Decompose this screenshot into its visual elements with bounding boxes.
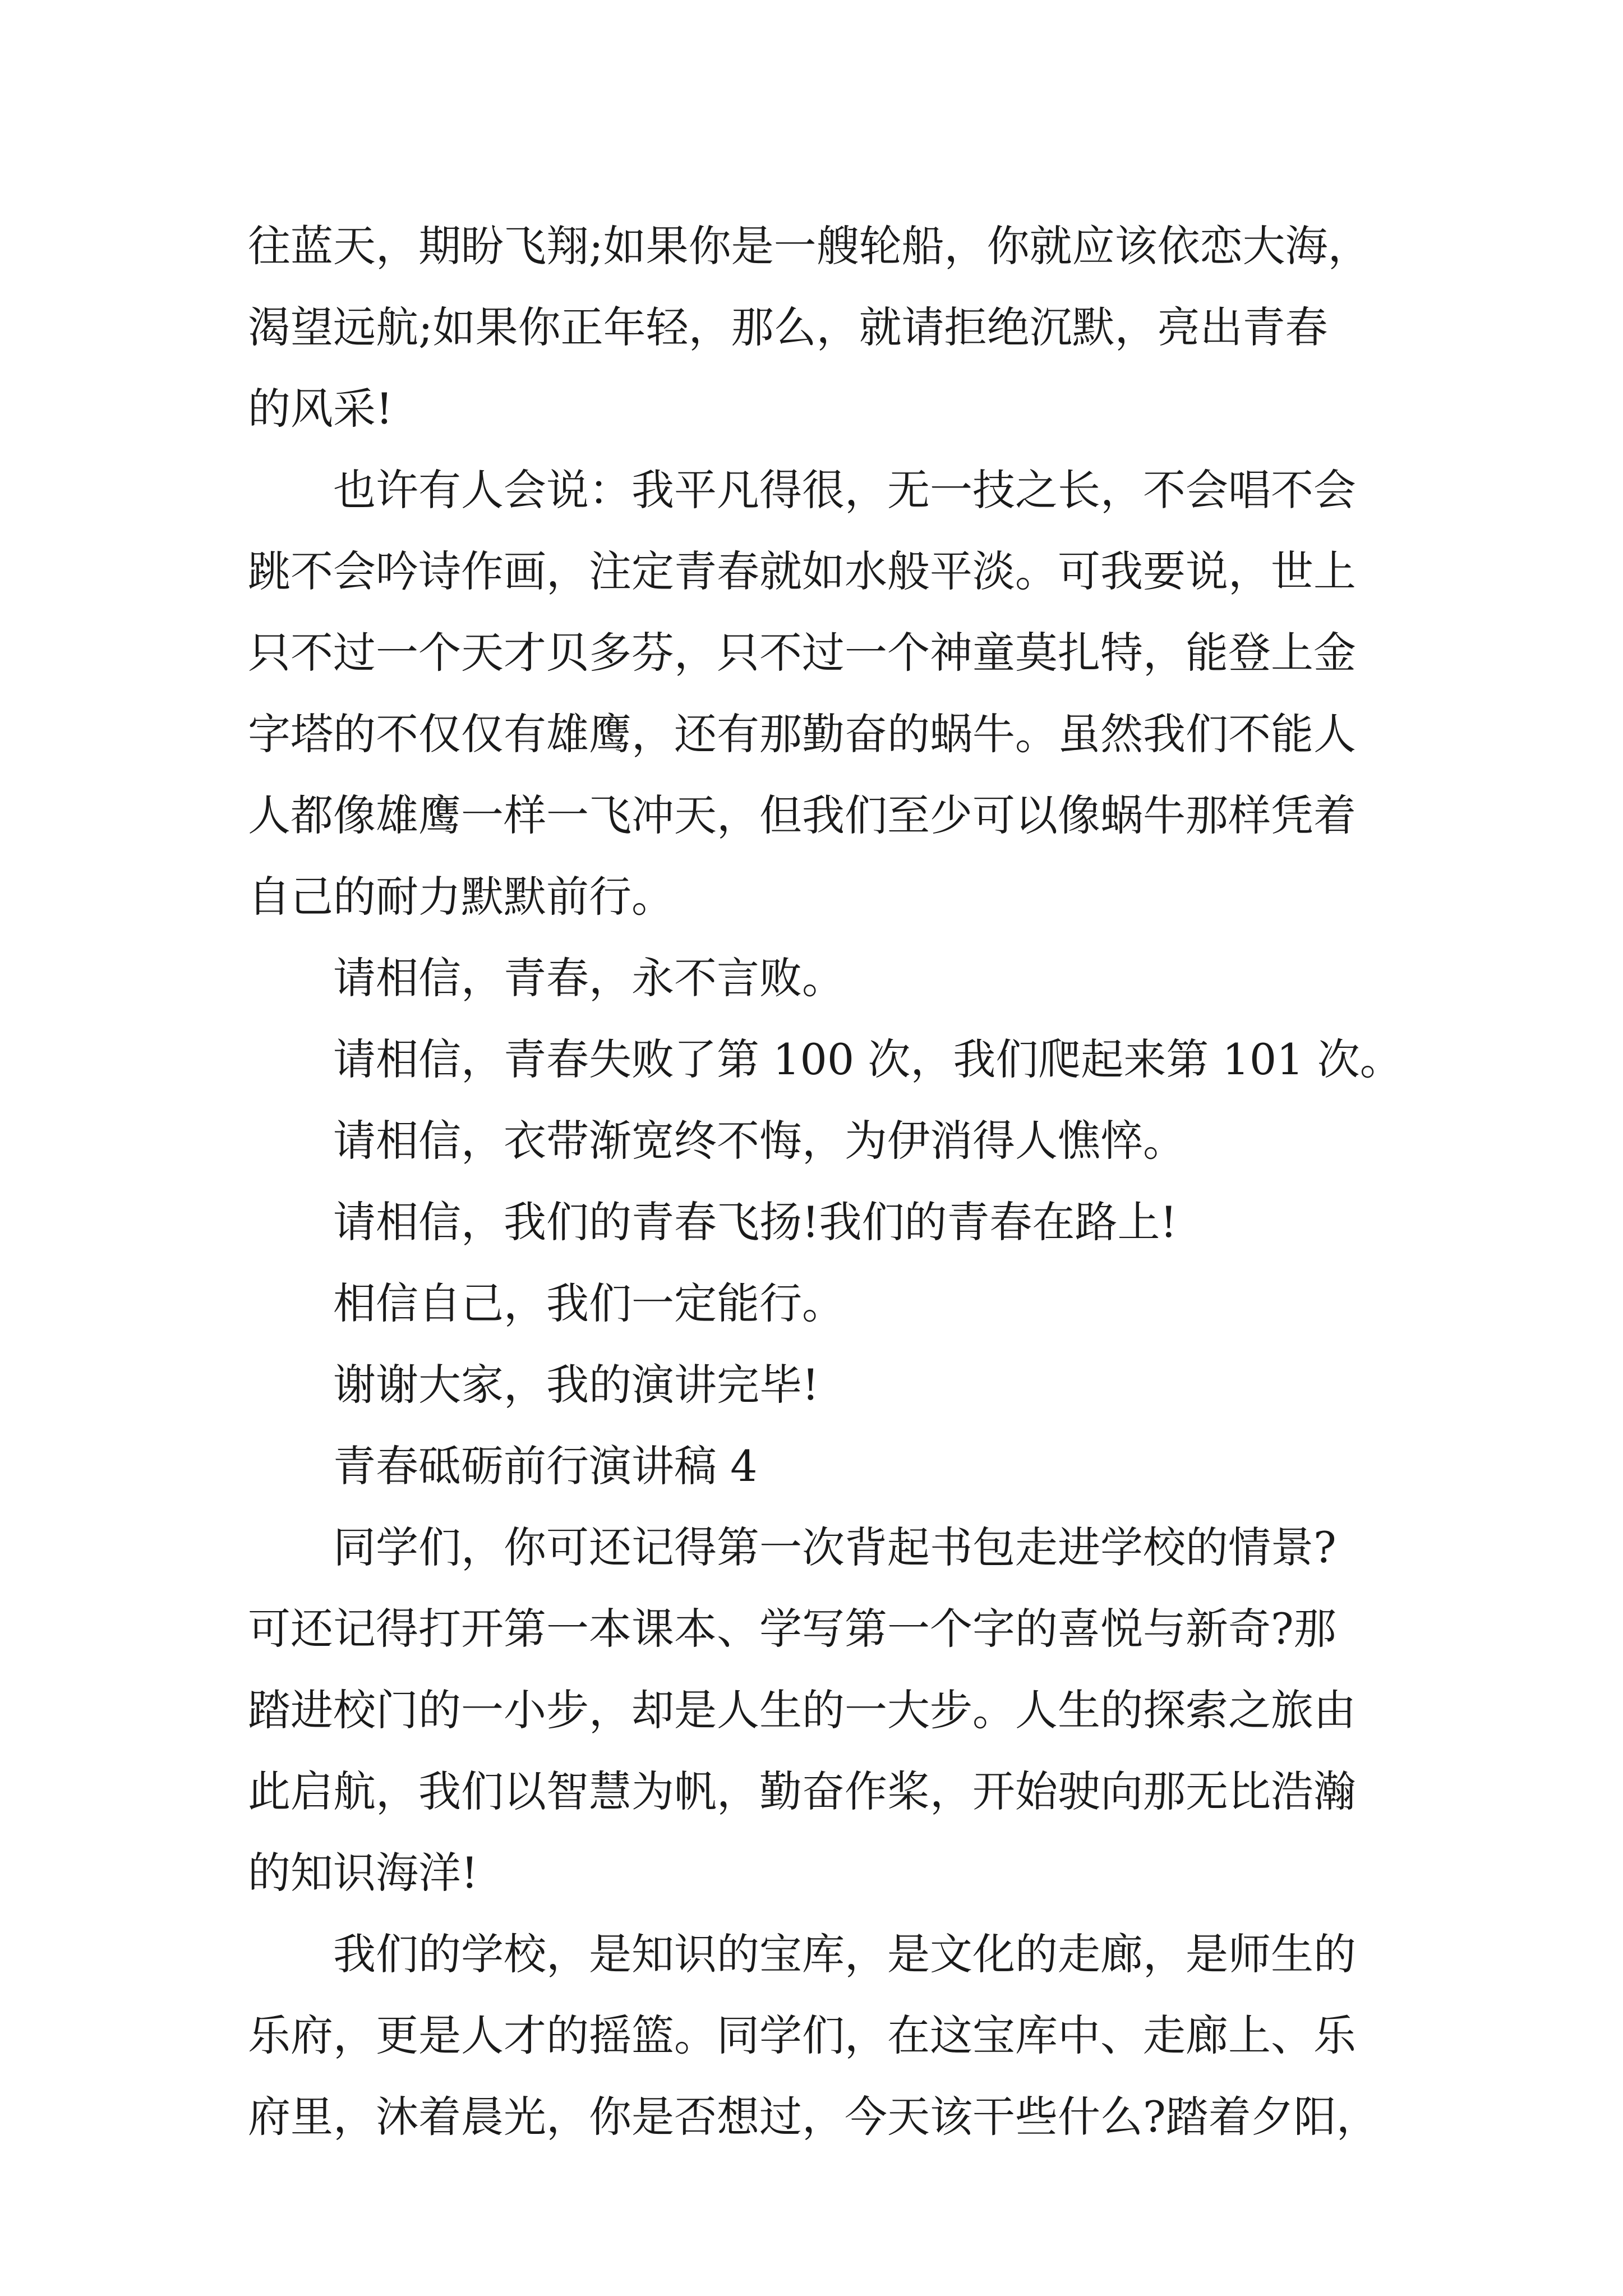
- paragraph-start-line: 请相信，我们的青春飞扬!我们的青春在路上!: [333, 1197, 1178, 1247]
- paragraph-start-line: 也许有人会说：我平凡得很，无一技之长，不会唱不会: [333, 465, 1356, 515]
- paragraph-start-line: 谢谢大家，我的演讲完毕!: [333, 1360, 819, 1410]
- section-heading: 青春砥砺前行演讲稿 4: [333, 1441, 758, 1491]
- text-line: 跳不会吟诗作画，注定青春就如水般平淡。可我要说，世上: [248, 546, 1356, 596]
- paragraph-start-line: 请相信，青春失败了第 100 次，我们爬起来第 101 次。: [333, 1034, 1403, 1084]
- text-line: 的风采!: [248, 384, 393, 434]
- paragraph-start-line: 请相信，青春，永不言败。: [333, 953, 845, 1003]
- text-line: 的知识海洋!: [248, 1848, 478, 1898]
- text-line: 只不过一个天才贝多芬，只不过一个神童莫扎特，能登上金: [248, 628, 1356, 678]
- text-line: 人都像雄鹰一样一飞冲天，但我们至少可以像蜗牛那样凭着: [248, 790, 1356, 840]
- text-line: 府里，沐着晨光，你是否想过，今天该干些什么?踏着夕阳，: [248, 2092, 1379, 2142]
- body-text: [248, 205, 1403, 2157]
- paragraph-start-line: 我们的学校，是知识的宝库，是文化的走廊，是师生的: [333, 1929, 1356, 1979]
- text-line: 可还记得打开第一本课本、学写第一个字的喜悦与新奇?那: [248, 1604, 1336, 1654]
- text-line: 自己的耐力默默前行。: [248, 872, 674, 922]
- text-line: 乐府，更是人才的摇篮。同学们，在这宝库中、走廊上、乐: [248, 2010, 1356, 2060]
- text-line: 渴望远航;如果你正年轻，那么，就请拒绝沉默，亮出青春: [248, 302, 1328, 352]
- paragraph-start-line: 请相信，衣带渐宽终不悔，为伊消得人憔悴。: [333, 1116, 1186, 1166]
- text-line: 此启航，我们以智慧为帆，勤奋作桨，开始驶向那无比浩瀚: [248, 1766, 1356, 1816]
- paragraph-start-line: 相信自己，我们一定能行。: [333, 1278, 845, 1328]
- paragraph-start-line: 同学们，你可还记得第一次背起书包走进学校的情景?: [333, 1522, 1336, 1572]
- text-line: 字塔的不仅仅有雄鹰，还有那勤奋的蜗牛。虽然我们不能人: [248, 709, 1356, 759]
- text-line: 踏进校门的一小步，却是人生的一大步。人生的探索之旅由: [248, 1685, 1356, 1735]
- text-line: 往蓝天，期盼飞翔;如果你是一艘轮船，你就应该依恋大海，: [248, 221, 1371, 271]
